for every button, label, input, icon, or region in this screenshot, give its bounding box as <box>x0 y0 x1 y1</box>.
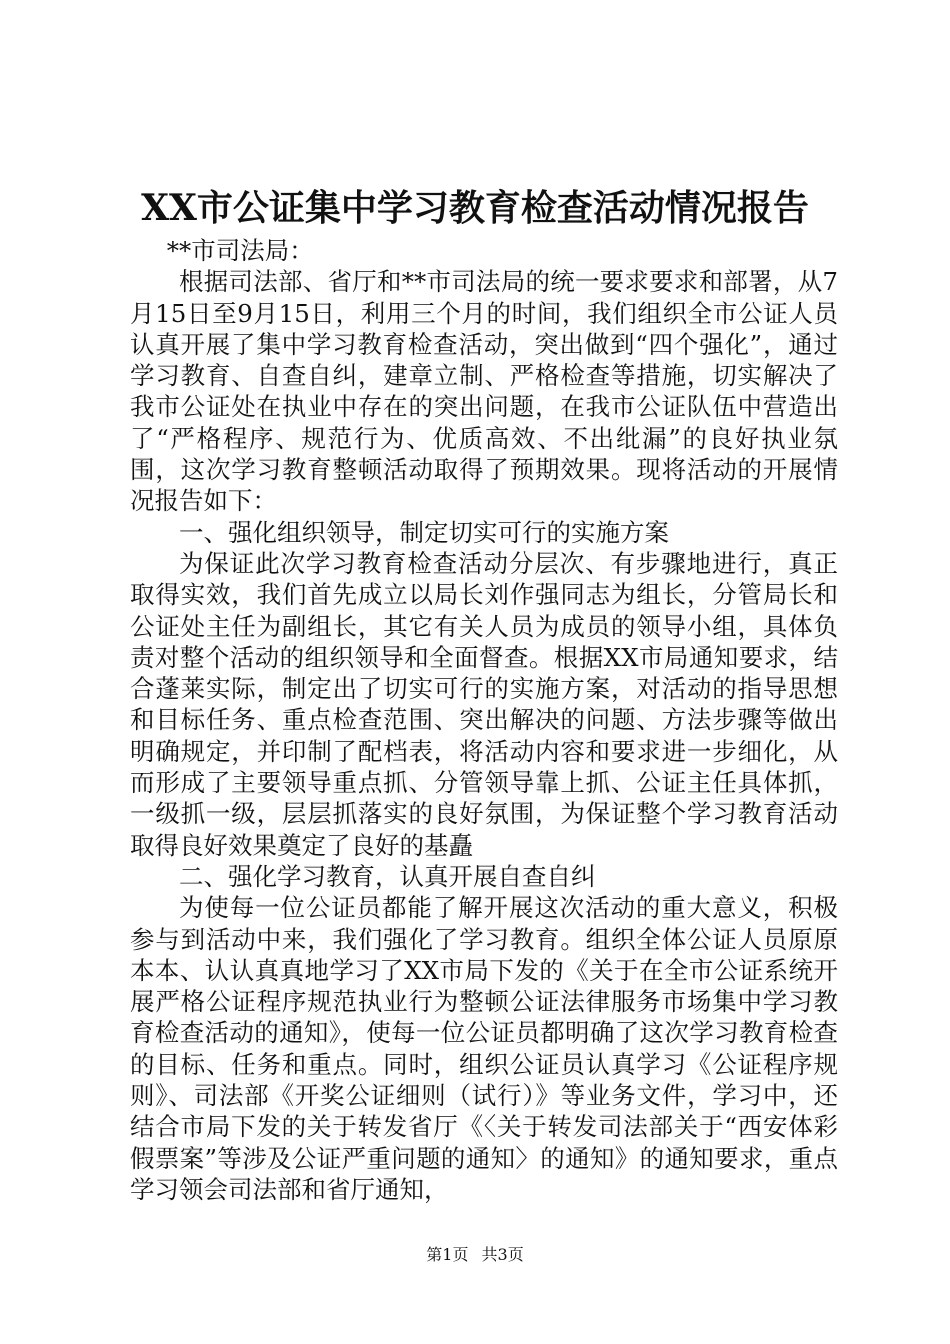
document-title: XX市公证集中学习教育检查活动情况报告 <box>141 187 809 229</box>
paragraph-section-1: 为保证此次学习教育检查活动分层次、有步骤地进行，真正取得实效，我们首先成立以局长刘作强同志为组长，分管局长和公证处主任为副组长，其它有关人员为成员的领导小组，具体负责对整个活动的组织领导和全面督查。根据XX市局通知要求，结合蓬莱实际，制定出了切实可行的实施方案，对活动的指导思想和目标任务、重点检查范围、突出解决的问题、方法步骤等做出明确规定，并印制了配档表，将活动内容和要求进一步细化，从而形成了主要领导重点抓、分管领导靠上抓、公证主任具体抓，一级抓一级，层层抓落实的良好氛围，为保证整个学习教育活动取得良好效果奠定了良好的基矗 <box>130 548 838 860</box>
paragraph-section-2: 为使每一位公证员都能了解开展这次活动的重大意义，积极参与到活动中来，我们强化了学习教育。组织全体公证人员原原本本、认认真真地学习了XX市局下发的《关于在全市公证系统开展严格公证程序规范执业行为整顿公证法律服务市场集中学习教育检查活动的通知》，使每一位公证员都明确了这次学习教育检查的目标、任务和重点。同时，组织公证员认真学习《公证程序规则》、司法部《开奖公证细则（试行）》等业务文件，学习中，还结合市局下发的关于转发省厅《〈关于转发司法部关于“西安体彩假票案”等涉及公证严重问题的通知〉的通知》的通知要求，重点学习领会司法部和省厅通知， <box>130 893 838 1204</box>
page-number: 第1页 <box>426 1245 469 1264</box>
page-footer <box>0 1243 950 1267</box>
document-body <box>130 235 838 1205</box>
section-heading-1: 一、强化组织领导，制定切实可行的实施方案 <box>179 517 669 547</box>
salutation: **市司法局： <box>166 236 314 265</box>
paragraph-intro: 根据司法部、省厅和**市司法局的统一要求要求和部署，从7月15日至9月15日，利用三个月的时间，我们组织全市公证人员认真开展了集中学习教育检查活动，突出做到“四个强化”，通过学习教育、自查自纠，建章立制、严格检查等措施，切实解决了我市公证处在执业中存在的突出问题，在我市公证队伍中营造出了“严格程序、规范行为、优质高效、不出纰漏”的良好执业氛围，这次学习教育整顿活动取得了预期效果。现将活动的开展情况报告如下： <box>130 267 838 516</box>
page-total: 共3页 <box>481 1245 524 1264</box>
section-heading-2: 二、强化学习教育，认真开展自查自纠 <box>179 861 596 891</box>
